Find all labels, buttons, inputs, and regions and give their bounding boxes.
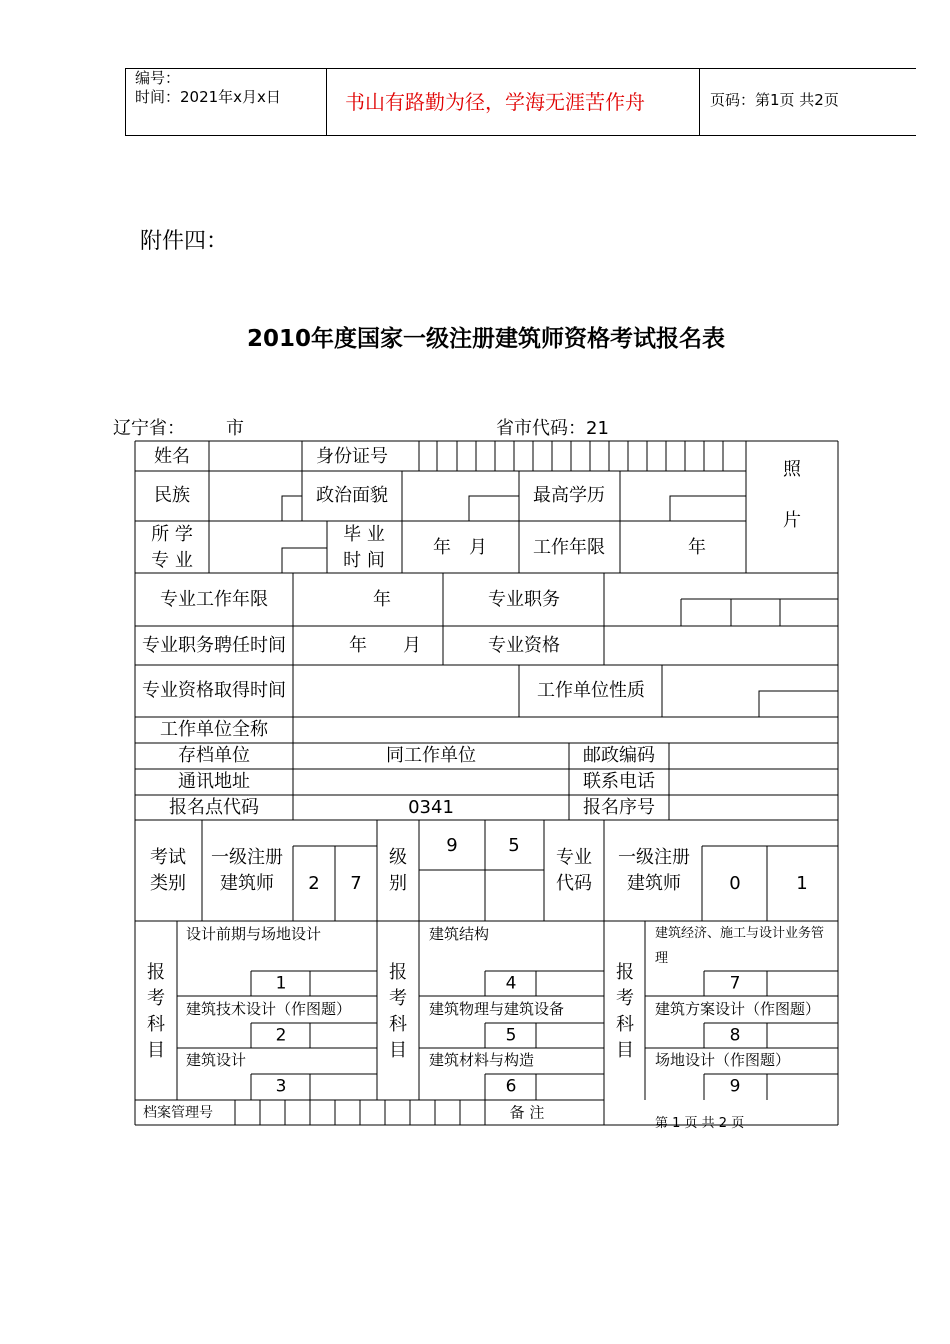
subject-number: 2 xyxy=(275,1025,287,1046)
exam-type-value-1: 一级注册 xyxy=(211,847,283,868)
major-label-1: 所 学 xyxy=(151,524,193,545)
subject-name: 建筑技术设计（作图题） xyxy=(186,1000,352,1018)
page-label: 页码：第1页 共2页 xyxy=(710,91,839,109)
province-code: 省市代码：21 xyxy=(496,418,609,439)
subject-number: 7 xyxy=(729,973,741,994)
spec-code-label-2: 代码 xyxy=(556,873,592,894)
subject-number: 1 xyxy=(275,973,287,994)
photo-label-2: 片 xyxy=(783,510,801,531)
postal-code-label: 邮政编码 xyxy=(583,745,655,766)
site-code-value: 0341 xyxy=(408,797,454,818)
subject-number: 8 xyxy=(729,1025,741,1046)
subjects-char: 报 xyxy=(147,962,165,983)
exam-digit-1: 2 xyxy=(308,873,320,894)
subjects-char: 目 xyxy=(147,1040,165,1061)
spec-code-label-1: 专业 xyxy=(556,847,592,868)
major-label-2: 专 业 xyxy=(151,550,193,571)
work-years-label: 工作年限 xyxy=(533,537,605,558)
pro-position-label: 专业职务 xyxy=(488,589,560,610)
exam-type-value-2: 建筑师 xyxy=(220,873,274,894)
appointment-time-label: 专业职务聘任时间 xyxy=(142,635,286,656)
subject-number: 5 xyxy=(505,1025,517,1046)
subject-number: 4 xyxy=(505,973,517,994)
exam-digit-2: 7 xyxy=(350,873,362,894)
subjects-char: 目 xyxy=(389,1040,407,1061)
phone-label: 联系电话 xyxy=(583,771,655,792)
subject-name: 建筑设计 xyxy=(186,1051,247,1069)
archive-unit-label: 存档单位 xyxy=(178,745,250,766)
page-title: 2010年度国家一级注册建筑师资格考试报名表 xyxy=(247,326,726,352)
motto: 书山有路勤为径，学海无涯苦作舟 xyxy=(345,90,645,114)
subject-name: 设计前期与场地设计 xyxy=(186,925,322,943)
attachment-label: 附件四： xyxy=(140,229,229,254)
spec-digit-2: 1 xyxy=(796,873,808,894)
province-label: 辽宁省： xyxy=(113,418,185,439)
serial-label: 编号： xyxy=(135,69,181,87)
subjects-char: 报 xyxy=(389,962,407,983)
subjects-label-col2 xyxy=(388,960,408,1064)
subjects-label-col3 xyxy=(615,960,635,1064)
subjects-char: 考 xyxy=(616,988,634,1009)
subjects-char: 考 xyxy=(147,988,165,1009)
city-label: 市 xyxy=(226,418,244,439)
pro-qualification-label: 专业资格 xyxy=(488,635,560,656)
level-digit-2: 5 xyxy=(508,835,520,856)
subject-number: 6 xyxy=(505,1076,517,1097)
reg-number-label: 报名序号 xyxy=(583,797,655,818)
employer-type-label: 工作单位性质 xyxy=(537,680,645,701)
id-number-label: 身份证号 xyxy=(316,446,388,467)
subject-number: 3 xyxy=(275,1076,287,1097)
subjects-char: 目 xyxy=(616,1040,634,1061)
employer-name-label: 工作单位全称 xyxy=(160,719,268,740)
subjects-label-col1 xyxy=(146,960,166,1064)
graduation-label-2: 时 间 xyxy=(343,550,385,571)
exam-type-label-1: 考试 xyxy=(150,847,186,868)
pro-work-years-label: 专业工作年限 xyxy=(160,589,268,610)
pro-work-years-unit: 年 xyxy=(373,589,391,610)
level-label-1: 级 xyxy=(389,847,407,868)
work-years-unit: 年 xyxy=(688,537,706,558)
subject-name-cont: 理 xyxy=(655,951,669,966)
site-code-label: 报名点代码 xyxy=(169,797,259,818)
subject-name: 场地设计（作图题） xyxy=(655,1051,791,1069)
subject-name: 建筑方案设计（作图题） xyxy=(655,1000,821,1018)
archive-unit-value: 同工作单位 xyxy=(386,745,476,766)
subjects-char: 科 xyxy=(147,1014,165,1035)
subject-name: 建筑材料与构造 xyxy=(429,1051,535,1069)
graduation-label-1: 毕 业 xyxy=(343,524,385,545)
subject-number: 9 xyxy=(729,1076,741,1097)
exam-type-label-2: 类别 xyxy=(150,873,186,894)
graduation-year-month: 年 月 xyxy=(433,537,487,558)
subjects-char: 科 xyxy=(616,1014,634,1035)
political-status-label: 政治面貌 xyxy=(316,485,388,506)
subject-name: 建筑物理与建筑设备 xyxy=(429,1000,565,1018)
education-label: 最高学历 xyxy=(533,485,605,506)
address-label: 通讯地址 xyxy=(178,771,250,792)
subjects-char: 考 xyxy=(389,988,407,1009)
footer-page-label: 第 1 页 共 2 页 xyxy=(655,1116,745,1131)
spec-value-2: 建筑师 xyxy=(627,873,681,894)
qualification-time-label: 专业资格取得时间 xyxy=(142,680,286,701)
spec-digit-1: 0 xyxy=(729,873,741,894)
remarks-label: 备 注 xyxy=(509,1103,545,1122)
subjects-char: 报 xyxy=(616,962,634,983)
photo-label-1: 照 xyxy=(783,459,801,480)
subjects-char: 科 xyxy=(389,1014,407,1035)
level-digit-1: 9 xyxy=(446,835,458,856)
subject-name: 建筑结构 xyxy=(429,925,490,943)
archive-number-label: 档案管理号 xyxy=(143,1105,213,1121)
ethnicity-label: 民族 xyxy=(154,485,190,506)
time-label: 时间：2021年x月x日 xyxy=(135,88,281,106)
subject-name: 建筑经济、施工与设计业务管 xyxy=(655,926,825,941)
level-label-2: 别 xyxy=(389,873,407,894)
appointment-year-month: 年 月 xyxy=(349,635,421,656)
spec-value-1: 一级注册 xyxy=(618,847,690,868)
name-label: 姓名 xyxy=(154,446,190,467)
